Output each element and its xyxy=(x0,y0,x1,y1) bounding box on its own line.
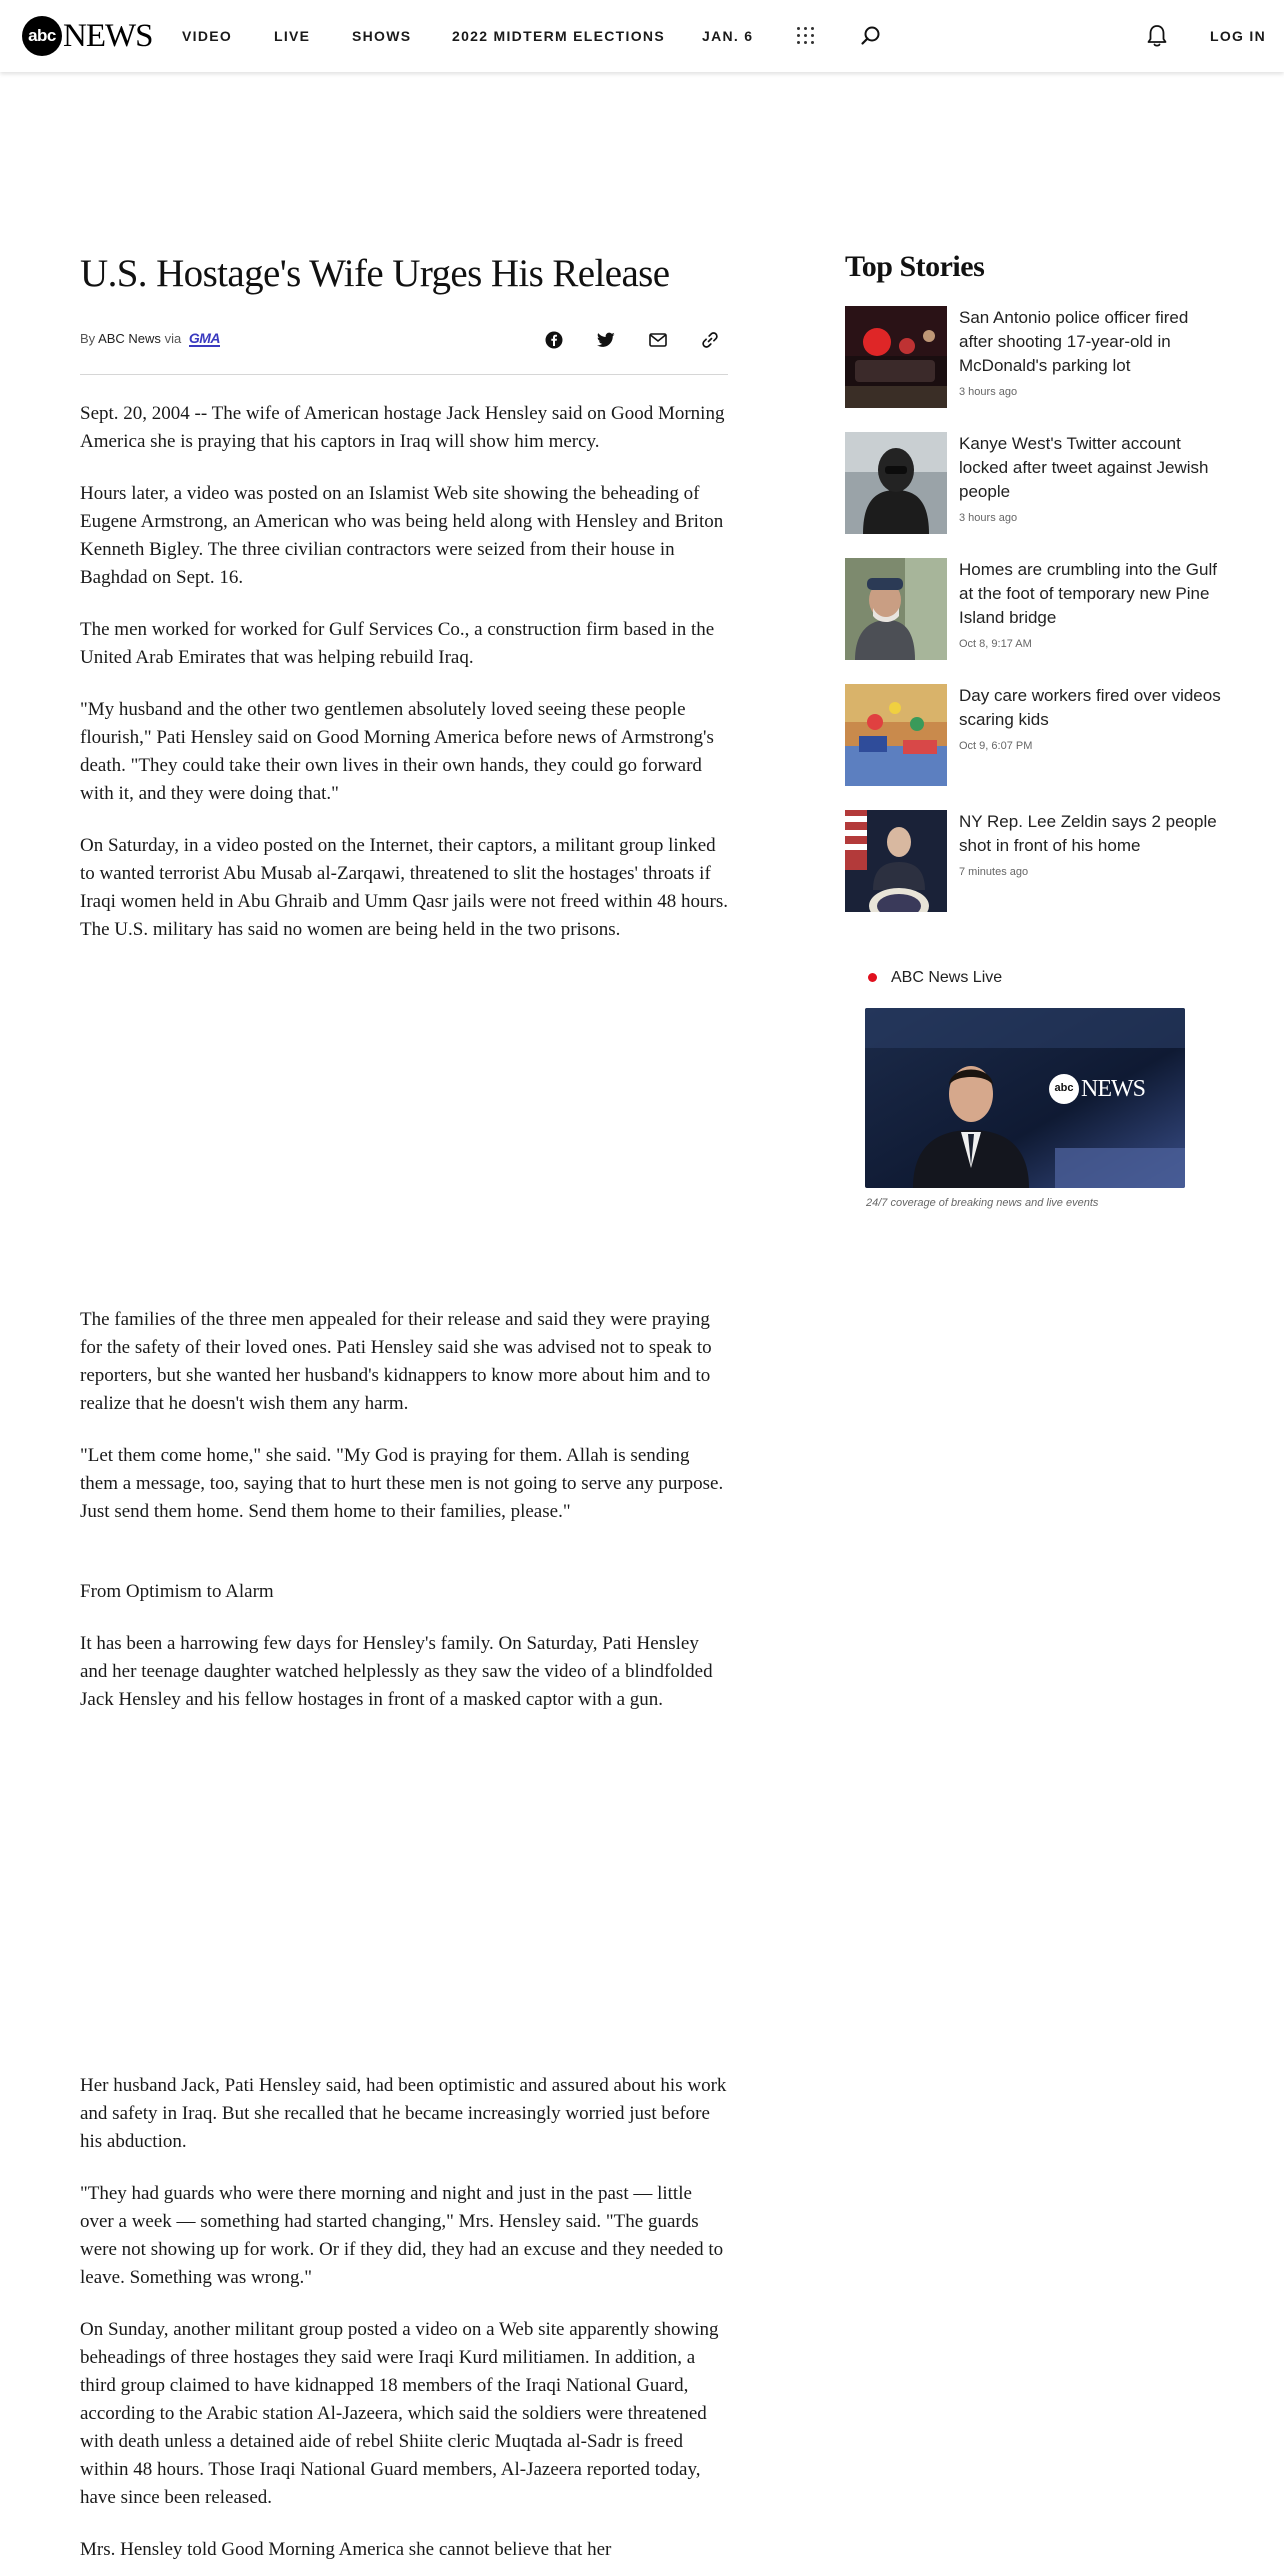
nav-video[interactable]: VIDEO xyxy=(182,28,233,44)
top-stories-title: Top Stories xyxy=(845,250,985,283)
story-thumbnail[interactable] xyxy=(845,810,947,912)
story-thumbnail[interactable] xyxy=(845,306,947,408)
live-label[interactable]: ABC News Live xyxy=(891,969,1003,986)
live-overlay-logo-news: NEWS xyxy=(1081,1076,1145,1102)
story-thumbnail[interactable] xyxy=(845,558,947,660)
top-story-item[interactable] xyxy=(845,810,1225,912)
story-title[interactable]: San Antonio police officer fired after shooting 17-year-old in McDonald's parking lot xyxy=(959,308,1189,375)
story-title[interactable]: NY Rep. Lee Zeldin says 2 people shot in front of his home xyxy=(959,812,1217,855)
search-icon[interactable] xyxy=(860,25,882,47)
apps-grid-icon[interactable] xyxy=(796,26,816,46)
article-divider xyxy=(80,374,728,375)
story-title[interactable]: Kanye West's Twitter account locked after tweet against Jewish people xyxy=(959,434,1209,501)
story-time: 7 minutes ago xyxy=(959,866,1029,878)
article-paragraph: Her husband Jack, Pati Hensley said, had been optimistic and assured about his work and safety in Iraq. But she recalled that he became increasingly worried just before his abduction. xyxy=(80,2075,727,2152)
nav-shows[interactable]: SHOWS xyxy=(352,28,412,44)
article-paragraph: The men worked for worked for Gulf Services Co., a construction firm based in the United Arab Emirates that was helping rebuild Iraq. xyxy=(80,619,715,668)
article-paragraph: It has been a harrowing few days for Hensley's family. On Saturday, Pati Hensley and her teenage daughter watched helplessly as they saw the video of a blindfolded Jack Hensley and his fellow hostages in front of a masked captor with a gun. xyxy=(80,1633,713,1710)
story-time: 3 hours ago xyxy=(959,512,1018,524)
story-title[interactable]: Homes are crumbling into the Gulf at the foot of temporary new Pine Island bridge xyxy=(959,560,1217,627)
nav-midterm-elections[interactable]: 2022 MIDTERM ELECTIONS xyxy=(452,28,665,44)
live-video-player[interactable] xyxy=(865,1008,1185,1188)
article-paragraph: Mrs. Hensley told Good Morning America she cannot believe that her xyxy=(80,2539,612,2560)
byline-row xyxy=(80,318,728,358)
facebook-icon xyxy=(545,331,563,349)
abc-news-logo[interactable] xyxy=(22,18,153,54)
story-time: Oct 8, 9:17 AM xyxy=(959,638,1032,650)
twitter-icon xyxy=(597,332,615,348)
logo-abc-circle: abc xyxy=(22,16,62,56)
live-overlay-logo-abc: abc xyxy=(1054,1082,1074,1094)
story-time: 3 hours ago xyxy=(959,386,1018,398)
article-header xyxy=(80,250,728,346)
story-time: Oct 9, 6:07 PM xyxy=(959,740,1033,752)
article-paragraph: On Saturday, in a video posted on the Internet, their captors, a militant group linked to wanted terrorist Abu Musab al-Zarqawi, threatened to slit the hostages' throats if Iraqi women held in Abu Ghraib and Umm Qasr jails were not freed within 48 hours. The U.S. military has said no women are being held in the two prisons. xyxy=(80,835,728,940)
share-link[interactable] xyxy=(696,326,724,354)
nav-live[interactable]: LIVE xyxy=(274,28,311,44)
story-thumbnail[interactable] xyxy=(845,684,947,786)
link-icon xyxy=(701,331,719,349)
live-indicator-dot xyxy=(868,973,877,982)
byline-author[interactable]: ABC News xyxy=(98,331,161,346)
logo-news-text: NEWS xyxy=(63,17,153,54)
share-facebook[interactable] xyxy=(540,326,568,354)
site-header xyxy=(0,0,1284,72)
bell-icon[interactable] xyxy=(1146,24,1168,48)
article-paragraph: Sept. 20, 2004 -- The wife of American hostage Jack Hensley said on Good Morning America she is praying that his captors in Iraq will show him mercy. xyxy=(80,403,725,452)
nav-jan6[interactable]: JAN. 6 xyxy=(702,28,754,44)
article-paragraph: The families of the three men appealed for their release and said they were praying for the safety of their loved ones. Pati Hensley said she was advised not to speak to reporters, but she wanted her husband's kidnappers to know more about him and to realize that he doesn't wish them any harm. xyxy=(80,1309,712,1414)
article-headline: U.S. Hostage's Wife Urges His Release xyxy=(80,252,670,295)
story-title[interactable]: Day care workers fired over videos scaring kids xyxy=(959,686,1221,729)
article-subheading: From Optimism to Alarm xyxy=(80,1581,274,1602)
byline xyxy=(80,331,220,347)
article-paragraph: "They had guards who were there morning and night and just in the past — little over a week — something had started changing," Mrs. Hensley said. "The guards were not showing up for work. Or if they did, they had an excuse and they needed to leave. Something was wrong." xyxy=(80,2183,724,2288)
top-story-item[interactable] xyxy=(845,558,1225,660)
login-link[interactable]: LOG IN xyxy=(1210,28,1267,44)
share-email[interactable] xyxy=(644,326,672,354)
top-story-item[interactable] xyxy=(845,432,1225,534)
live-caption: 24/7 coverage of breaking news and live events xyxy=(866,1197,1099,1209)
article-paragraph: "My husband and the other two gentlemen absolutely loved seeing these people flourish," Pati Hensley said on Good Morning America before news of Armstrong's death. "They could take their own lives in their own hands, they could go forward with it, and they were doing that." xyxy=(80,699,714,804)
top-story-item[interactable] xyxy=(845,684,1225,786)
article-paragraph: On Sunday, another militant group posted a video on a Web site apparently showing beheadings of three hostages they said were Iraqi Kurd militiamen. In addition, a third group claimed to have kidnapped 18 members of the Iraqi National Guard, according to the Arabic station Al-Jazeera, which said the soldiers were threatened with death unless a detained aide of rebel Shiite cleric Muqtada al-Sadr is freed within 48 hours. Those Iraqi National Guard members, Al-Jazeera reported today, have since been released. xyxy=(80,2319,719,2508)
gma-logo[interactable]: GMA xyxy=(188,330,220,346)
email-icon xyxy=(649,333,667,347)
article-paragraph: "Let them come home," she said. "My God is praying for them. Allah is sending them a message, too, saying that to hurt these men is not going to serve any purpose. Just send them home. Send them home to their families, please." xyxy=(80,1445,724,1522)
story-thumbnail[interactable] xyxy=(845,432,947,534)
byline-prefix: By xyxy=(80,331,96,346)
share-twitter[interactable] xyxy=(592,326,620,354)
byline-via: via xyxy=(164,331,182,346)
top-story-item[interactable] xyxy=(845,306,1225,408)
article-paragraph: Hours later, a video was posted on an Islamist Web site showing the beheading of Eugene Armstrong, an American who was being held along with Hensley and Briton Kenneth Bigley. The three civilian contractors were seized from their house in Baghdad on Sept. 16. xyxy=(80,483,724,588)
